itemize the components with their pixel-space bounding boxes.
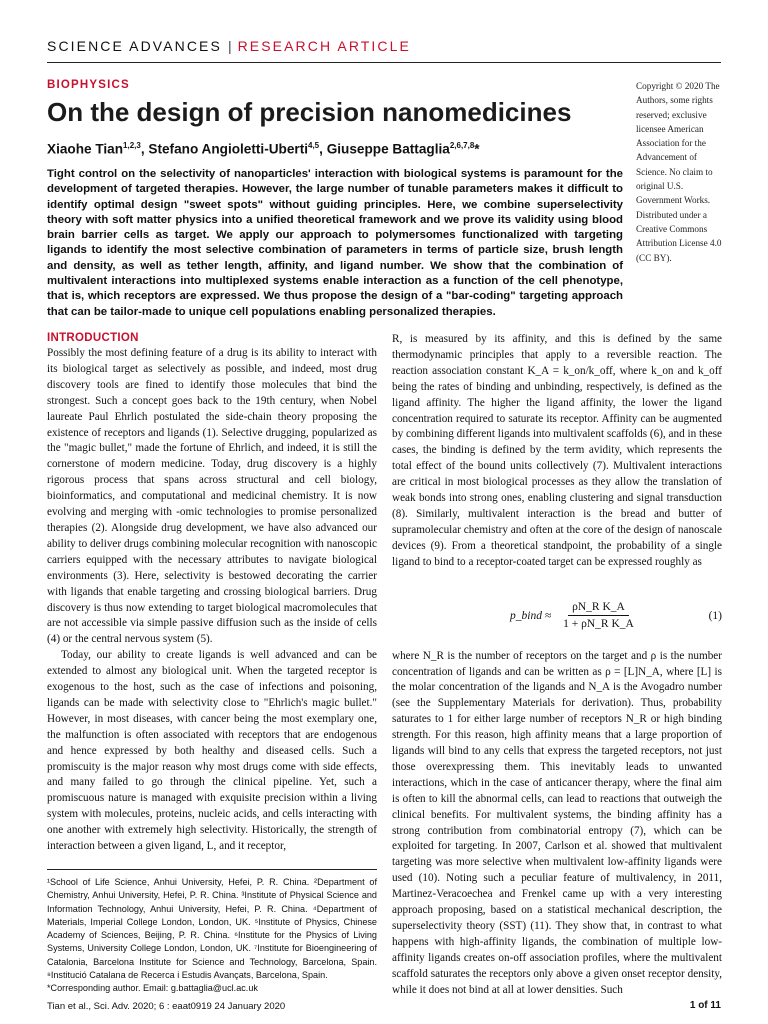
corresponding-author-mark: * (474, 141, 480, 157)
equation-fraction (559, 601, 638, 630)
equation-lhs: p_bind ≈ (510, 609, 552, 622)
equation-denominator: 1 + ρN_R K_A (563, 618, 634, 631)
body-paragraph: R, is measured by its affinity, and this is defined by the same thermodynamic principles that apply to a reversible reaction. The reaction association constant K_A = k_on/k_off, where k_on and k_off being the rates of binding and unbinding, respectively, is defined as the ligand affinity. The higher the ligand affinity, the lower the ligand concentration required to saturate its receptor. Affinity can be augmented by combining different ligands into multivalent scaffolds (6), and in these cases, the binding is defined by the term avidity, which represents the total effect of the bound units collectively (7). Multivalent interactions are critical in most biological processes as they allow the translation of weak bonds into strong ones, enabling clustering and signal transduction (8). Similarly, multivalent interaction is the bread and butter of supramolecular chemistry and often at the core of the design of nanoscale devices (9). From a theoretical standpoint, the probability of a single ligand to bind to a receptor-coated target can be expressed roughly as (392, 333, 722, 568)
header-separator: | (227, 38, 232, 54)
equation-numerator: ρN_R K_A (568, 601, 629, 616)
right-column (392, 332, 722, 999)
affiliation-footnotes: ¹School of Life Science, Anhui University, Hefei, P. R. China. ²Department of Chemistry, Anhui University, Hefei, P. R. China. ³Institute of Physical Science and Information Technology, Anhui University, Hefei, P. R. China. ⁴Department of Materials, Imperial College London, London, UK. ⁵Institute of Physics, Chinese Academy of Sciences, Beijing, P. R. China. ⁶Institute for the Physics of Living Systems, University College London, London, UK. ⁷Institute for Bioengineering of Catalonia, Barcelona Institute for Science and Technology, Barcelona, Spain. ⁸Institució Catalana de Recerca i Estudis Avançats, Barcelona, Spain. *Corresponding author. Email: g.battaglia@ucl.ac.uk (47, 877, 377, 994)
left-column (47, 332, 377, 996)
author-affiliation: 2,6,7,8 (449, 141, 475, 150)
body-paragraph: Possibly the most defining feature of a drug is its ability to interact with its biological target as selectively as possible, and indeed, most drug discovery tools are fined to identify those molecules that bind the strongest. Such a concept goes back to the 19th century, when Nobel laureate Paul Ehrlich postulated the side-chain theory proposing the existence of receptors and ligands (1). Selective drugging, popularized as the "magic bullet," made the fortune of Ehrlich, and indeed, it is still the cornerstone of modern medicine. Today, drug discovery is a highly rigorous process that spans across structural and cell biology, bioinformatics, and computational and medicinal chemistry. It is now evolving and merging with -omic technologies to promise personalized therapies (2). Alongside drug development, we have also advanced our ability to deliver drugs combining molecular recognition with nanoscopic carriers equipped with the necessary attributes to navigate biological environments (3). Here, selectivity is bestowed decorating the carrier with ligands that enable targeting and crossing biological barriers. Drug discovery is thus now extending to target biological macromolecules that are not accessible via simple passive diffusion such as the inside of cells (4) or the central nervous system (5). (47, 347, 377, 646)
body-paragraph: Today, our ability to create ligands is well advanced and can be extended to almost any biological unit. When the targeted receptor is exogenous to the host, such as the case of infections and poisoning, ligands can be made with selectivity close to "Ehrlich's magic bullet." However, in most diseases, with cancer being the most exemplary one, the malfunction is often associated with receptors that are endogenous and hence expressed by both healthy and diseased cells. Such a promiscuity is the major reason why most drugs come with side effects, and many failed to go through the clinical pipeline. Yet, such a promiscuous nature is managed with exquisite precision within a living system with molecules, proteins, nucleic acids, and cells interacting with one another with extremely high selectivity. Historically, the strength of interaction between a given ligand, L, and it receptor, (47, 649, 377, 853)
author-affiliation: 4,5 (308, 141, 320, 150)
author-affiliation: 1,2,3 (123, 141, 141, 150)
journal-header (47, 38, 411, 54)
header-divider (47, 62, 721, 63)
author-name: Xiaohe Tian (47, 141, 124, 157)
author-list (47, 141, 480, 157)
article-title: On the design of precision nanomedicines (47, 97, 572, 127)
introduction-heading: INTRODUCTION (47, 332, 139, 344)
author-separator: , (140, 141, 149, 157)
abstract: Tight control on the selectivity of nanoparticles' interaction with biological systems is paramount for the development of targeted therapies. However, the large number of tunable parameters makes it difficult to identify optimal design "sweet spots" without guiding principles. Here, we combine superselectivity theory with soft matter physics into a unified theoretical framework and we prove its validity using blood brain barrier cells as target. We apply our approach to polymersomes functionalized with targeting ligands to identify the most selective combination of parameters in terms of particle size, brush length and density, as well as tether length, affinity, and ligand number. We show that the combination of multivalent interactions into multiplexed systems enable interaction as a function of the cell phenotype, that is, which receptors are expressed. We thus propose the design of a "bar-coding" targeting approach that can be tailor-made to unique cell populations enabling personalized therapies. (47, 168, 623, 318)
equation-number: (1) (708, 609, 722, 622)
body-paragraph: where N_R is the number of receptors on the target and ρ is the number concentration of ligands and can be written as ρ = [L]N_A, where [L] is the molar concentration of the ligands and N_A is the Avogadro number (see the Supplementary Materials for derivation). Thus, probability saturates to 1 for either large number of receptors N_R or high binding strength. For this reason, high affinity means that a large proportion of ligands will bind to any cells that express the targeted receptors, not just those overexpressing them. This inevitably leads to unwanted interactions, which in the case of anticancer therapy, where the final aim is often to kill the abnormal cells, can lead to reactions that outweigh the clinical benefits. For multivalent systems, the binding affinity has a strong contribution from combinatorial entropy (7), which can be exploited for targeting. In 2007, Carlson et al. showed that multivalent targeting was more selective when multivalent low-affinity ligands were used (10). Noting such a peculiar feature of multivalency, in 2011, Martinez-Veracoechea and Frenkel came up with a very interesting approach proposing, based on a statistical mechanical description, the superselectivity theory (SST) (11). They show that, in contrast to what happens with high-affinity ligands, the combination of multiple low-affinity ligands creates on-off association profiles, where the multivalent scaffold saturates the receptors only above a given onset receptor density, while it does not bind at all at lower densities. Such (392, 649, 722, 996)
copyright-notice: Copyright © 2020 The Authors, some rights reserved; exclusive licensee American Association for the Advancement of Science. No claim to original U.S. Government Works. Distributed under a Creative Commons Attribution License 4.0 (CC BY). (636, 81, 722, 263)
section-label: BIOPHYSICS (47, 79, 130, 91)
journal-name: SCIENCE ADVANCES (47, 38, 222, 54)
footer-citation: Tian et al., Sci. Adv. 2020; 6 : eaat0919 24 January 2020 (47, 1001, 286, 1012)
equation-1 (392, 591, 722, 641)
author-name: Stefano Angioletti-Uberti (148, 141, 308, 157)
author-separator: , (319, 141, 327, 157)
page-number: 1 of 11 (689, 1000, 721, 1011)
article-type: RESEARCH ARTICLE (237, 38, 411, 54)
footnote-divider (47, 869, 377, 870)
equation-body (510, 601, 638, 630)
author-name: Giuseppe Battaglia (326, 141, 450, 157)
